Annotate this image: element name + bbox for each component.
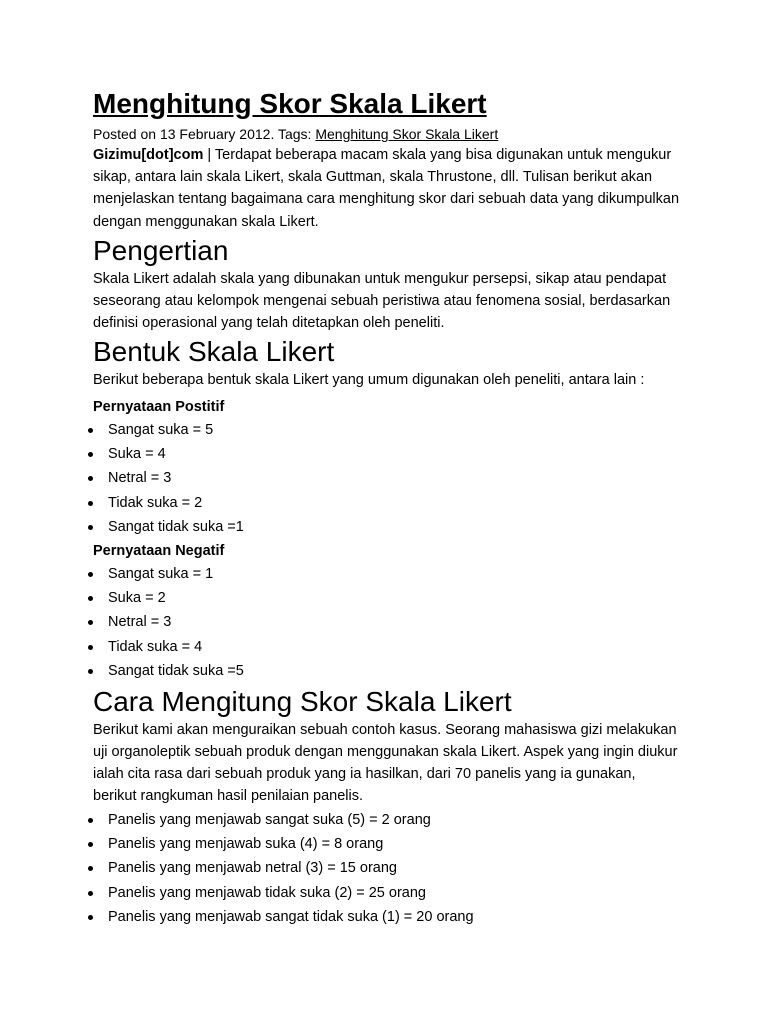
list-item [88, 881, 683, 905]
list-item-text: Netral = 3 [108, 470, 172, 487]
intro-text: | Terdapat beberapa macam skala yang bisa digunakan untuk mengukur sikap, antara lain skala Likert, skala Guttman, skala Thrustone, dll. Tulisan berikut akan menjelaskan tentang bagaimana cara menghitung skor dari sebuah data yang dikumpulkan dengan menggunakan skala Likert. [93, 147, 680, 230]
list-item [88, 832, 683, 856]
bullet-icon [88, 669, 93, 674]
bentuk-paragraph: Berikut beberapa bentuk skala Likert yang umum digunakan oleh peneliti, antara lain : [93, 372, 645, 389]
bullet-icon [88, 428, 93, 433]
tag-link[interactable]: Menghitung Skor Skala Likert [315, 126, 499, 142]
list-item-text: Tidak suka = 4 [108, 638, 203, 655]
bullet-icon [88, 501, 93, 506]
site-name: Gizimu[dot]com [93, 147, 204, 163]
list-item-text: Panelis yang menjawab netral (3) = 15 orang [108, 860, 397, 877]
bullet-icon [88, 915, 93, 920]
bullet-icon [88, 842, 93, 847]
list-item [88, 586, 683, 610]
list-item-text: Netral = 3 [108, 614, 172, 631]
list-item-text: Sangat tidak suka =5 [108, 663, 244, 680]
bullet-icon [88, 525, 93, 530]
list-item-text: Panelis yang menjawab sangat tidak suka (1) = 20 orang [108, 909, 474, 926]
list-item-text: Panelis yang menjawab tidak suka (2) = 25 orang [108, 884, 426, 901]
intro-paragraph [93, 144, 683, 233]
article-title: Menghitung Skor Skala Likert [93, 88, 487, 119]
list-item-text: Tidak suka = 2 [108, 494, 203, 511]
panelis-list [93, 808, 683, 930]
section-heading-pengertian: Pengertian [93, 234, 229, 266]
bullet-icon [88, 476, 93, 481]
list-item [88, 466, 683, 490]
list-item [88, 635, 683, 659]
list-item-text: Suka = 4 [108, 446, 166, 463]
list-item [88, 515, 683, 539]
list-item [88, 856, 683, 880]
negatif-list [93, 562, 683, 684]
bullet-icon [88, 572, 93, 577]
bullet-icon [88, 818, 93, 823]
bullet-icon [88, 891, 93, 896]
list-item-text: Panelis yang menjawab sangat suka (5) = 2 orang [108, 811, 431, 828]
bullet-icon [88, 596, 93, 601]
list-item-text: Sangat tidak suka =1 [108, 519, 244, 536]
bullet-icon [88, 620, 93, 625]
subheading-negatif: Pernyataan Negatif [93, 542, 225, 559]
section-heading-cara: Cara Mengitung Skor Skala Likert [93, 685, 512, 717]
positif-list [93, 418, 683, 540]
list-item-text: Panelis yang menjawab suka (4) = 8 orang [108, 835, 384, 852]
list-item [88, 808, 683, 832]
bullet-icon [88, 866, 93, 871]
list-item-text: Sangat suka = 1 [108, 565, 214, 582]
list-item [88, 442, 683, 466]
list-item-text: Suka = 2 [108, 590, 166, 607]
list-item [88, 610, 683, 634]
document-page [93, 86, 683, 930]
list-item [88, 905, 683, 929]
list-item-text: Sangat suka = 5 [108, 421, 214, 438]
post-date: Posted on 13 February 2012. Tags: [93, 126, 316, 142]
section-heading-bentuk: Bentuk Skala Likert [93, 336, 335, 368]
list-item [88, 659, 683, 683]
pengertian-paragraph: Skala Likert adalah skala yang dibunakan untuk mengukur persepsi, sikap atau pendapat seseorang atau kelompok mengenai sebuah peristiwa atau fenomena sosial, berdasarkan definisi operasional yang telah ditetapkan oleh peneliti. [93, 270, 671, 332]
cara-paragraph: Berikut kami akan menguraikan sebuah contoh kasus. Seorang mahasiswa gizi melakukan uji organoleptik sebuah produk dengan menggunakan skala Likert. Aspek yang ingin diukur ialah cita rasa dari sebuah produk yang ia hasilkan, dari 70 panelis yang ia gunakan, berikut rangkuman hasil penilaian panelis. [93, 721, 678, 805]
subheading-positif: Pernyataan Postitif [93, 398, 225, 415]
list-item [88, 418, 683, 442]
bullet-icon [88, 452, 93, 457]
post-meta [93, 124, 683, 144]
list-item [88, 491, 683, 515]
list-item [88, 562, 683, 586]
bullet-icon [88, 645, 93, 650]
